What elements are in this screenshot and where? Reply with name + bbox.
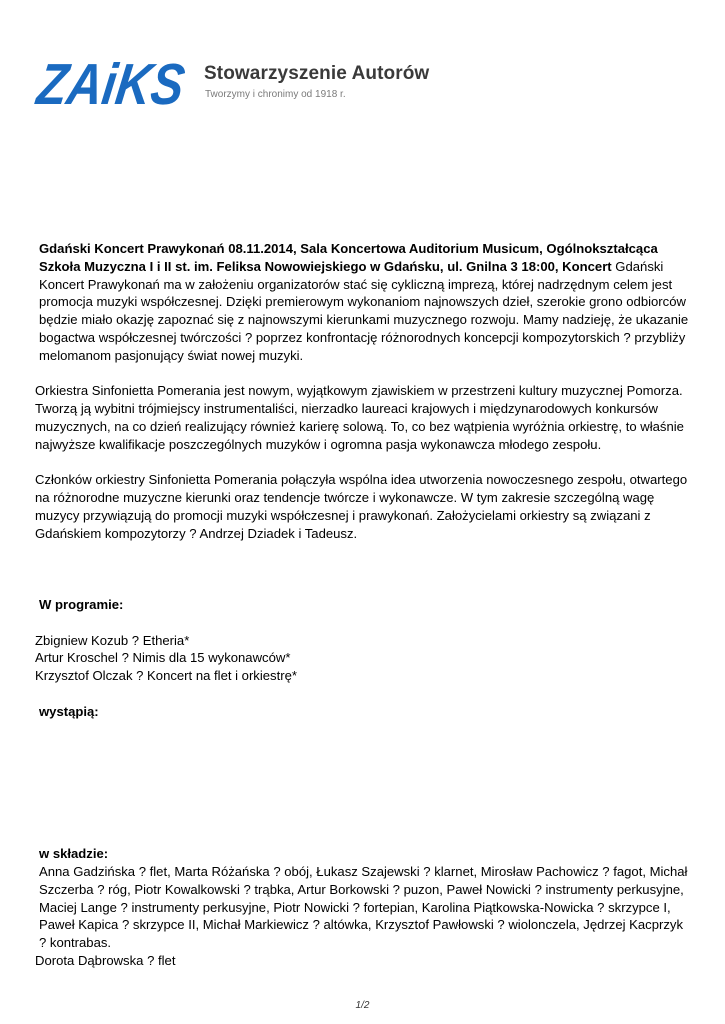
program-item: Krzysztof Olczak ? Koncert na flet i orkiestrę* xyxy=(35,668,297,684)
zaiks-logo xyxy=(33,52,217,117)
program-heading: W programie: xyxy=(39,596,124,612)
org-name: Stowarzyszenie Autorów xyxy=(204,63,430,84)
org-tagline: Tworzymy i chronimy od 1918 r. xyxy=(205,89,346,100)
intro-paragraph xyxy=(35,240,690,365)
paragraph-members: Członków orkiestry Sinfonietta Pomerania połączyła wspólna idea utworzenia nowoczesnego zespołu, otwartego na różnorodne muzyczne kierunki oraz tendencje twórcze i wykonawcze. W tym zakresie szczególną wagę muzycy przywiązują do promocji muzyki współczesnej i prawykonań. Założycielami orkiestry są związani z Gdańskiem kompozytorzy ? Andrzej Dziadek i Tadeusz. xyxy=(35,472,688,541)
paragraph-orchestra: Orkiestra Sinfonietta Pomerania jest nowym, wyjątkowym zjawiskiem w przestrzeni kultury muzycznej Pomorza. Tworzą ją wybitni trójmiejscy instrumentaliści, nierzadko laureaci krajowych i międzynarodowych konkursów muzycznych, na co dzień realizujący również karierę solową. To, co bez wątpienia wyróżnia orkiestrę, to właśnie najwyższe kwalifikacje poszczególnych muzyków i ogromna pasja wykonawcza młodego zespołu. xyxy=(35,383,684,452)
performers-heading: wystąpią: xyxy=(39,703,99,719)
intro-bold-text: Gdański Koncert Prawykonań 08.11.2014, Sala Koncertowa Auditorium Musicum, Ogólnokształcąca Szkoła Muzyczna I i II st. im. Feliksa Nowowiejskiego w Gdańsku, ul. Gnilna 3 18:00, Koncert xyxy=(39,241,658,274)
lineup-heading: w składzie: xyxy=(39,846,109,862)
intro-text: Gdański Koncert Prawykonań ma w założeniu organizatorów stać się cykliczną imprezą, której nadrzędnym celem jest promocja muzyki współczesnej. Dzięki premierowym wykonaniom najnowszych dzieł, szerokie grono odbiorców będzie miało okazję zapoznać się z najnowszymi kierunkami muzycznego rozwoju. Mamy nadzieję, że ukazanie bogactwa współczesnej twórczości ? poprzez konfrontację różnorodnych koncepcji kompozytorskich ? przybliży melomanom pasjonujący świat nowej muzyki. xyxy=(39,258,689,363)
page-number: 1/2 xyxy=(355,1000,370,1011)
svg-text:ZAiKS: ZAiKS xyxy=(33,52,217,117)
lineup-text: Anna Gadzińska ? flet, Marta Różańska ? obój, Łukasz Szajewski ? klarnet, Mirosław Pachowicz ? fagot, Michał Szczerba ? róg, Piotr Kowalkowski ? trąbka, Artur Borkowski ? puzon, Paweł Nowicki ? instrumenty perkusyjne, Maciej Lange ? instrumenty perkusyjne, Piotr Nowicki ? fortepian, Karolina Piątkowska-Nowicka ? skrzypce I, Paweł Kapica ? skrzypce II, Michał Markiewicz ? altówka, Krzysztof Pawłowski ? wiolonczela, Jędrzej Kacprzyk ? kontrabas. xyxy=(39,863,688,951)
program-item: Zbigniew Kozub ? Etheria* xyxy=(35,632,190,648)
article-body xyxy=(35,240,690,970)
lineup-last-line: Dorota Dąbrowska ? flet xyxy=(35,952,176,968)
program-item: Artur Kroschel ? Nimis dla 15 wykonawców* xyxy=(35,650,291,666)
